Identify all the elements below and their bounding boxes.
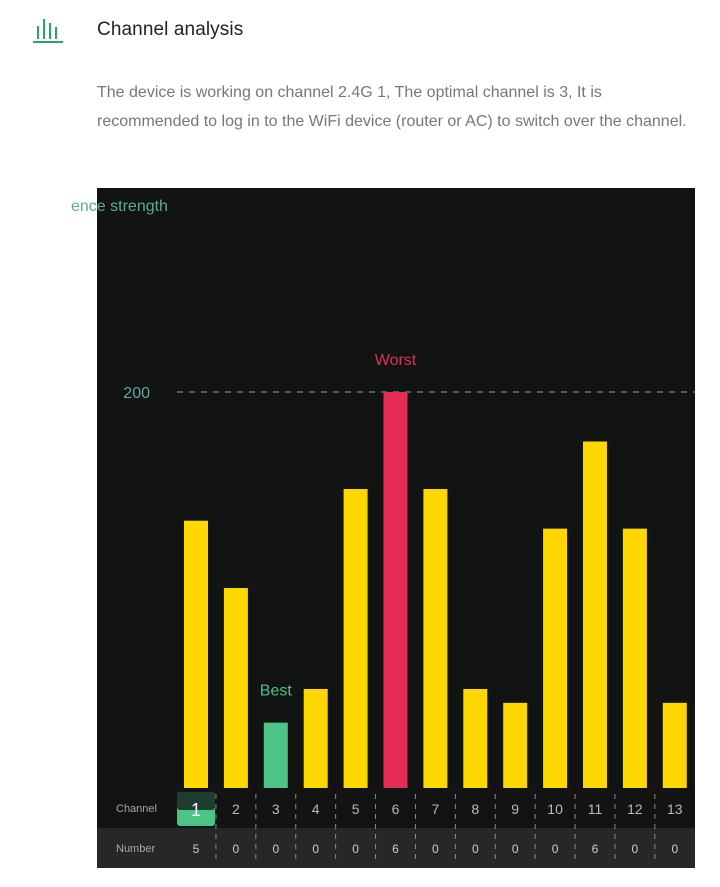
bar-channel-2: [224, 588, 248, 788]
bar-channel-6: [384, 392, 408, 788]
bar-channel-1: [184, 521, 208, 788]
channel-description: The device is working on channel 2.4G 1, The optimal channel is 3, It is recommended to log in to the WiFi device (router or AC) to switch over the channel.: [97, 84, 687, 130]
channel-label-8: 8: [471, 801, 480, 817]
channel-label-12: 12: [627, 801, 643, 817]
best-label: Best: [259, 682, 292, 700]
bar-channel-13: [663, 703, 687, 788]
channel-count-1: 5: [192, 842, 200, 856]
bar-channel-7: [423, 489, 447, 788]
channel-count-10: 0: [551, 842, 559, 856]
channel-count-4: 0: [312, 842, 320, 856]
channel-row-label: Channel: [116, 803, 157, 815]
channel-count-12: 0: [631, 842, 639, 856]
channel-count-2: 0: [232, 842, 240, 856]
channel-count-6: 6: [392, 842, 399, 856]
reference-line-label: 200: [123, 385, 150, 402]
channel-chart-panel: [71, 188, 695, 868]
bar-channel-12: [623, 529, 647, 788]
bar-channel-3: [264, 723, 288, 788]
bar-chart-icon: [33, 17, 65, 45]
channel-label-2: 2: [232, 801, 240, 817]
channel-count-7: 0: [432, 842, 439, 856]
section-title: Channel analysis: [97, 19, 244, 40]
channel-label-11: 11: [587, 801, 603, 817]
channel-count-8: 0: [471, 842, 479, 856]
bar-channel-10: [543, 529, 567, 788]
channel-count-3: 0: [272, 842, 280, 856]
channel-label-13: 13: [667, 801, 683, 817]
channel-label-4: 4: [311, 801, 320, 817]
bar-channel-11: [583, 442, 607, 789]
channel-count-5: 0: [352, 842, 359, 856]
bar-channel-4: [304, 689, 328, 788]
channel-count-9: 0: [511, 842, 519, 856]
channel-label-9: 9: [511, 801, 520, 817]
channel-count-13: 0: [671, 842, 679, 856]
channel-label-1: 1: [190, 800, 202, 820]
channel-label-6: 6: [391, 801, 400, 817]
worst-label: Worst: [374, 352, 417, 369]
bar-channel-8: [463, 689, 487, 788]
channel-count-11: 6: [591, 842, 599, 856]
channel-label-10: 10: [547, 801, 563, 817]
channel-label-5: 5: [351, 801, 360, 817]
channel-bar-chart: [97, 188, 695, 868]
bar-channel-5: [344, 489, 368, 788]
channel-label-3: 3: [271, 801, 280, 817]
number-row-label: Number: [116, 843, 156, 855]
y-axis-label: ence strength: [71, 198, 168, 215]
bar-channel-9: [503, 703, 527, 788]
channel-label-7: 7: [431, 801, 440, 817]
